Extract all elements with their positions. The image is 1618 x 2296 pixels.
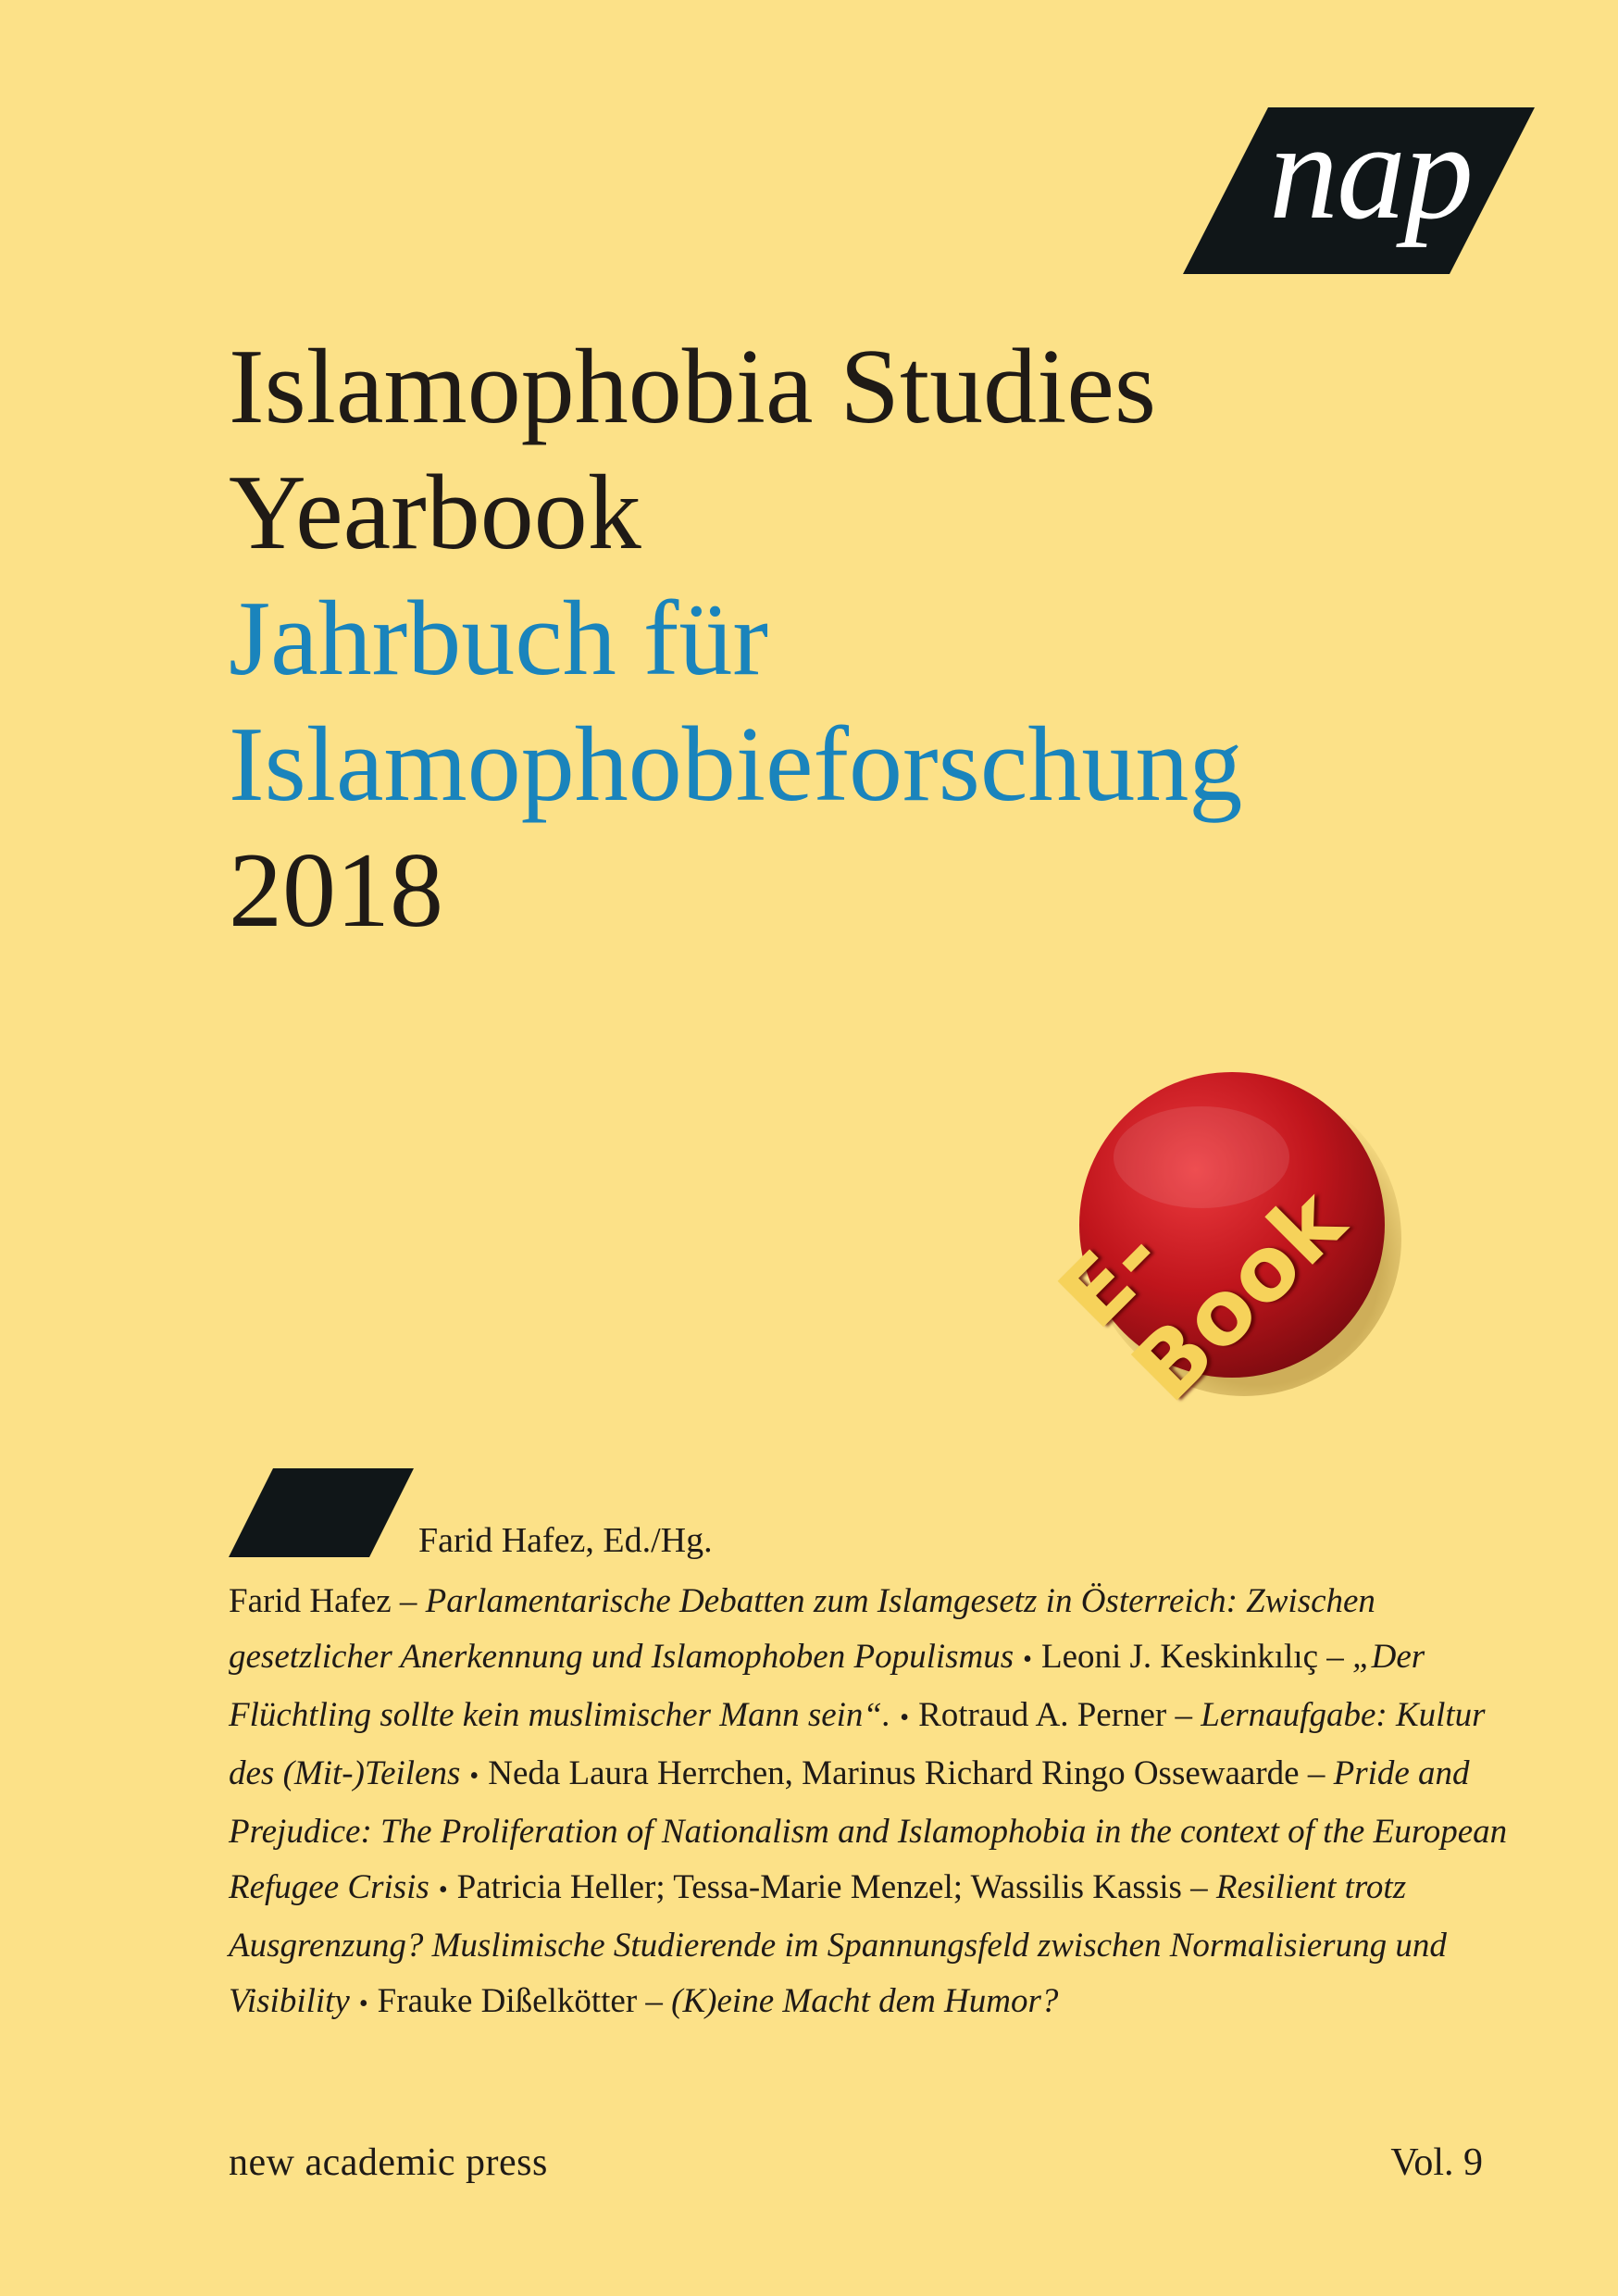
contents-author: Frauke Dißelkötter –: [377, 1982, 672, 2020]
contents-author: Patricia Heller; Tessa-Marie Menzel; Wassilis Kassis –: [456, 1868, 1216, 1906]
publisher-name: new academic press: [229, 2141, 548, 2184]
contents-title: „Der Flüchtling sollte kein muslimischer Mann sein“.: [229, 1638, 1425, 1734]
title-block: [229, 324, 1525, 954]
bullet-separator: •: [358, 1990, 368, 2018]
bullet-separator: •: [469, 1762, 479, 1791]
bullet-separator: •: [438, 1876, 448, 1904]
logo-text: nap: [1269, 94, 1472, 248]
bullet-separator: •: [1023, 1645, 1032, 1674]
editor-credit: Farid Hafez, Ed./Hg.: [418, 1521, 713, 1560]
ebook-label: E-Book: [1039, 1168, 1365, 1422]
title-german-line-1: Jahrbuch für: [229, 580, 769, 698]
bullet-separator: •: [900, 1703, 910, 1732]
volume-number: Vol. 9: [1390, 2141, 1483, 2184]
contents-author: Rotraud A. Perner –: [918, 1696, 1201, 1734]
contents-entry: [378, 1982, 1059, 2020]
contents-author: Neda Laura Herrchen, Marinus Richard Ringo Ossewaarde –: [488, 1754, 1334, 1792]
ebook-badge: [1039, 1055, 1405, 1422]
contents-title: Resilient trotz Ausgrenzung? Muslimische Studierende im Spannungsfeld zwischen Normalisierung und Visibility: [229, 1868, 1447, 2020]
editor-parallelogram-icon: [229, 1468, 414, 1557]
contents-title: Parlamentarische Debatten zum Islamgesetz in Österreich: Zwischen gesetzlicher Anerkennung und Islamophoben Populismus: [229, 1582, 1375, 1676]
title-year: 2018: [229, 831, 443, 950]
contents-title: Lernaufgabe: Kultur des (Mit-)Teilens: [229, 1696, 1486, 1792]
contents-author: Leoni J. Keskinkılıç –: [1040, 1638, 1353, 1676]
title-english-line-1: Islamophobia Studies: [229, 328, 1157, 446]
contents-title: (K)eine Macht dem Humor?: [671, 1982, 1059, 2020]
contents-title: Pride and Prejudice: The Proliferation of Nationalism and Islamophobia in the context of the European Refugee Crisis: [229, 1754, 1508, 1906]
publisher-logo: [1183, 94, 1535, 274]
contents-author: Farid Hafez –: [229, 1582, 426, 1620]
title-german-line-2: Islamophobieforschung: [229, 705, 1243, 824]
title-english-line-2: Yearbook: [229, 454, 641, 572]
table-of-contents: [229, 1574, 1515, 2032]
